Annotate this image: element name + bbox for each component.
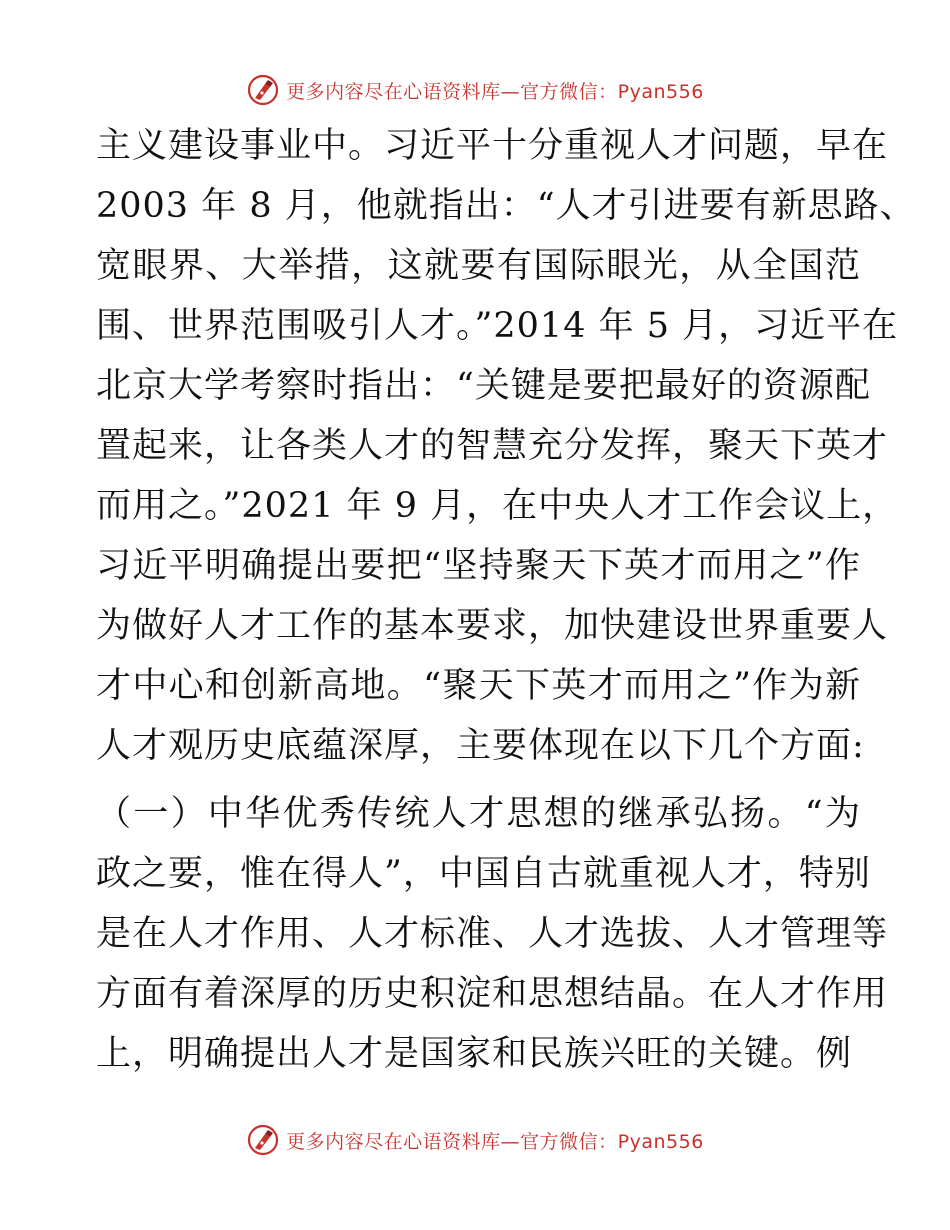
- text-line: （一）中华优秀传统人才思想的继承弘扬。“为: [96, 794, 861, 834]
- text-line: 方面有着深厚的历史积淀和思想结晶。在人才作用: [96, 974, 889, 1014]
- header-banner: [0, 70, 950, 110]
- text-line: 置起来，让各类人才的智慧充分发挥，聚天下英才: [96, 426, 889, 466]
- text-line: 政之要，惟在得人”，中国自古就重视人才，特别: [96, 854, 871, 894]
- footer-banner: [0, 1120, 950, 1160]
- text-line: 2003 年 8 月，他就指出：“人才引进要有新思路、: [96, 186, 916, 226]
- text-line: 人才观历史底蕴深厚，主要体现在以下几个方面:: [96, 726, 865, 766]
- text-line: 上，明确提出人才是国家和民族兴旺的关键。例: [96, 1034, 853, 1074]
- text-line: 宽眼界、大举措，这就要有国际眼光，从全国范: [96, 246, 861, 286]
- text-line: 才中心和创新高地。“聚天下英才而用之”作为新: [96, 666, 861, 706]
- text-line: 围、世界范围吸引人才。”2014 年 5 月，习近平在: [96, 306, 899, 346]
- footer-banner-content: [246, 1123, 704, 1157]
- text-line: 北京大学考察时指出：“关键是要把最好的资源配: [96, 366, 871, 406]
- footer-banner-text: 更多内容尽在心语资料库—官方微信：Pyan556: [286, 1130, 704, 1153]
- text-line: 为做好人才工作的基本要求，加快建设世界重要人: [96, 606, 889, 646]
- text-line: 而用之。”2021 年 9 月，在中央人才工作会议上，: [96, 486, 899, 526]
- header-banner-content: [246, 73, 704, 107]
- document-body: [96, 116, 916, 1084]
- pen-nib-logo-icon: [246, 73, 280, 107]
- paragraph-intro: [96, 116, 916, 776]
- paragraph-section-one: [96, 784, 889, 1084]
- text-line: 是在人才作用、人才标准、人才选拔、人才管理等: [96, 914, 889, 954]
- text-line: 主义建设事业中。习近平十分重视人才问题，早在: [96, 126, 889, 166]
- text-line: 习近平明确提出要把“坚持聚天下英才而用之”作: [96, 546, 861, 586]
- header-banner-text: 更多内容尽在心语资料库—官方微信：Pyan556: [286, 80, 704, 103]
- pen-nib-logo-icon: [246, 1123, 280, 1157]
